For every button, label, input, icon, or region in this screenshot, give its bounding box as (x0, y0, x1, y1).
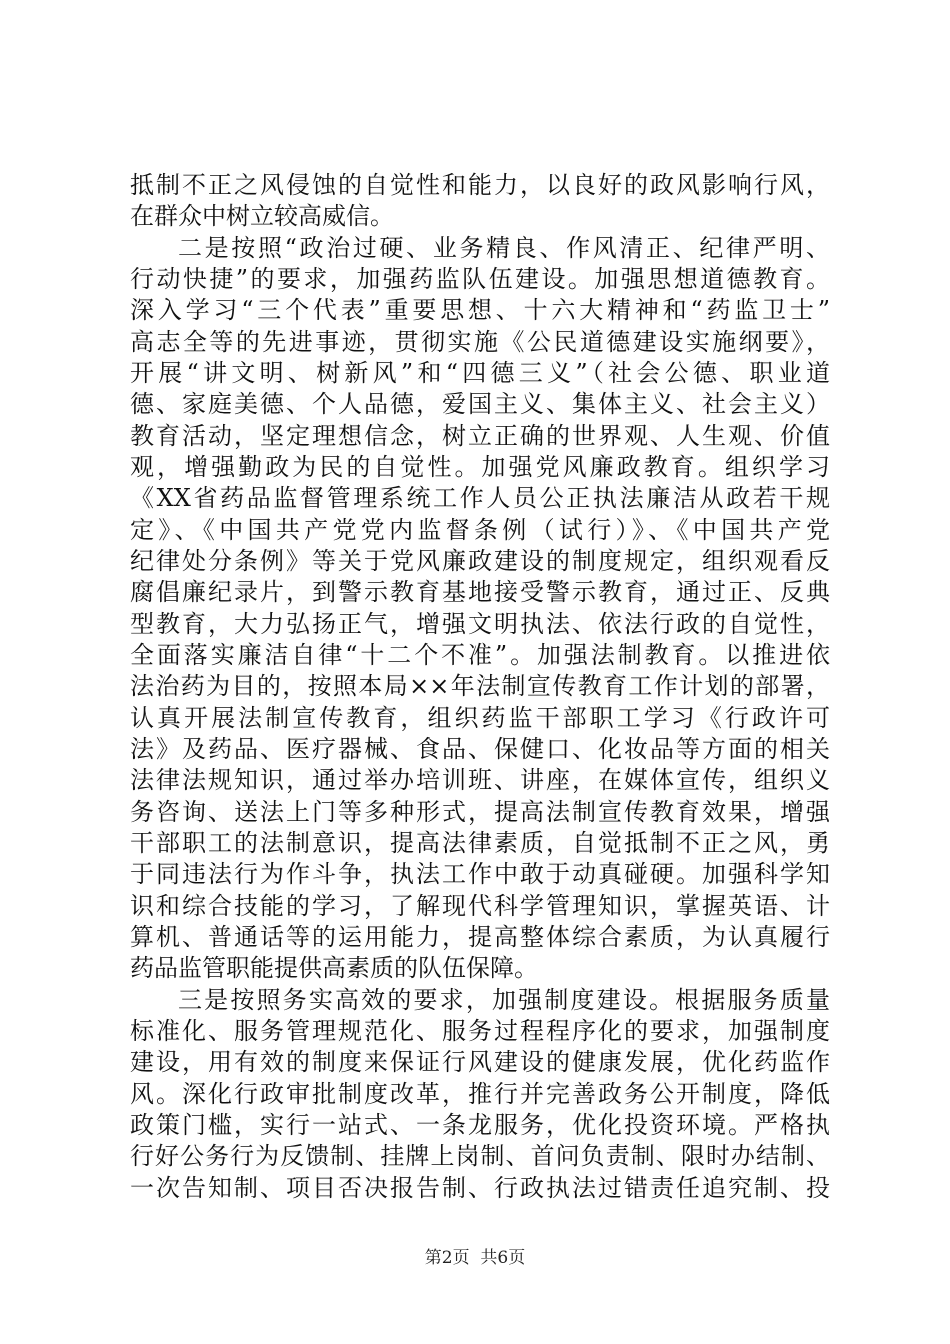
text-line: 高志全等的先进事迹，贯彻实施《公民道德建设实施纲要》， (130, 327, 830, 356)
text-line: 风。深化行政审批制度改革，推行并完善政务公开制度，降低 (130, 1079, 830, 1108)
text-line: 三是按照务实高效的要求，加强制度建设。根据服务质量 (178, 985, 830, 1014)
text-line: 干部职工的法制意识，提高法律素质，自觉抵制不正之风，勇 (130, 828, 830, 857)
text-line: 抵制不正之风侵蚀的自觉性和能力，以良好的政风影响行风， (130, 171, 830, 199)
text-line: 深入学习“三个代表”重要思想、十六大精神和“药监卫士” (130, 296, 830, 325)
text-line: 观，增强勤政为民的自觉性。加强党风廉政教育。组织学习 (130, 452, 830, 481)
text-line: 务咨询、送法上门等多种形式，提高法制宣传教育效果，增强 (130, 797, 830, 826)
text-line: 行动快捷”的要求，加强药监队伍建设。加强思想道德教育。 (130, 264, 830, 293)
text-line: 一次告知制、项目否决报告制、行政执法过错责任追究制、投 (130, 1173, 830, 1202)
text-line: 定》、《中国共产党党内监督条例（试行）》、《中国共产党 (130, 515, 830, 544)
text-line: 法》及药品、医疗器械、食品、保健口、化妆品等方面的相关 (130, 734, 830, 763)
text-line: 型教育，大力弘扬正气，增强文明执法、依法行政的自觉性， (130, 609, 830, 638)
text-line: 行好公务行为反馈制、挂牌上岗制、首问负责制、限时办结制、 (130, 1142, 830, 1171)
text-line: 《XX省药品监督管理系统工作人员公正执法廉洁从政若干规 (130, 484, 830, 513)
text-line: 教育活动，坚定理想信念，树立正确的世界观、人生观、价值 (130, 421, 830, 450)
text-line: 建设，用有效的制度来保证行风建设的健康发展，优化药监作 (130, 1048, 830, 1077)
text-line: 全面落实廉洁自律“十二个不准”。加强法制教育。以推进依 (130, 640, 830, 669)
text-line: 腐倡廉纪录片，到警示教育基地接受警示教育，通过正、反典 (130, 578, 830, 607)
text-line: 二是按照“政治过硬、业务精良、作风清正、纪律严明、 (178, 233, 830, 262)
text-line: 于同违法行为作斗争，执法工作中敢于动真碰硬。加强科学知 (130, 860, 830, 889)
text-line: 药品监管职能提供高素质的队伍保障。 (130, 954, 538, 983)
text-line: 法律法规知识，通过举办培训班、讲座，在媒体宣传，组织义 (130, 766, 830, 795)
text-line: 认真开展法制宣传教育，组织药监干部职工学习《行政许可 (130, 703, 830, 732)
text-line: 政策门槛，实行一站式、一条龙服务，优化投资环境。严格执 (130, 1110, 830, 1139)
text-line: 标准化、服务管理规范化、服务过程程序化的要求，加强制度 (130, 1016, 830, 1045)
text-line: 在群众中树立较高威信。 (130, 202, 394, 231)
text-line: 识和综合技能的学习，了解现代科学管理知识，掌握英语、计 (130, 891, 830, 920)
page-footer (0, 1243, 950, 1268)
page-number: 第2页 共6页 (424, 1248, 526, 1268)
text-line: 纪律处分条例》等关于党风廉政建设的制度规定，组织观看反 (130, 546, 830, 575)
text-line: 德、家庭美德、个人品德，爱国主义、集体主义、社会主义） (130, 390, 830, 419)
text-line: 法治药为目的，按照本局××年法制宣传教育工作计划的部署， (130, 672, 830, 701)
text-line: 开展“讲文明、树新风”和“四德三义”（社会公德、职业道 (130, 358, 830, 387)
body-text (130, 170, 830, 1204)
text-line: 算机、普通话等的运用能力，提高整体综合素质，为认真履行 (130, 922, 830, 951)
